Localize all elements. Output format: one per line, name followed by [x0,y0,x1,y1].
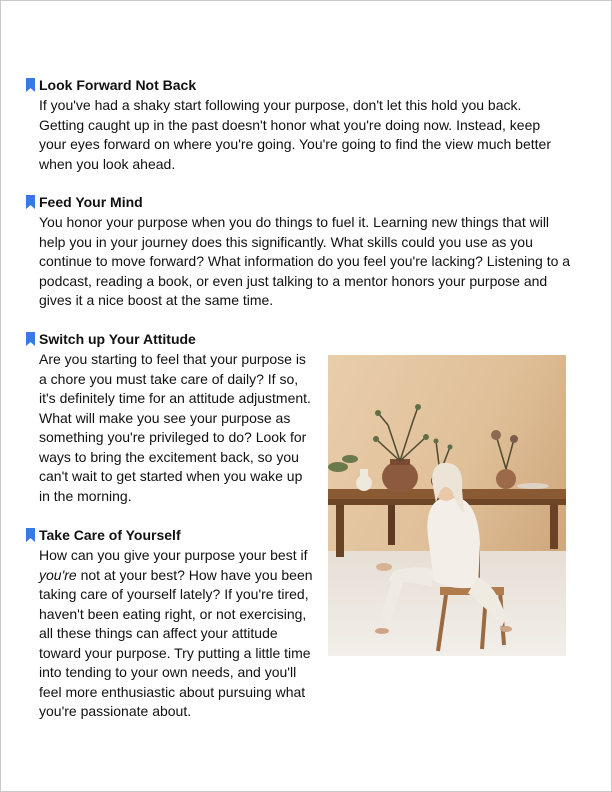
body-text: How can you give your purpose your best if [39,547,308,563]
bookmark-icon[interactable] [26,332,35,346]
section-body: You honor your purpose when you do things to fuel it. Learning new things that will help you in your journey does this significantly. What skills could you use as you continue to move forward? What information do you feel you're lacking? Listening to a podcast, reading a book, or even just talking to a mentor honors your purpose and gives it a nice boost at the same time. [39,214,571,308]
section-heading [26,194,586,210]
section-body: If you've had a shaky start following your purpose, don't let this hold you back. Getting caught up in the past doesn't honor what you're doing now. Instead, keep your eyes forward on where you're going. You're going to find the view much better when you look ahead. [39,97,551,172]
body-text: not at your best? How have you been taking care of yourself lately? If you're tired, haven't been eating right, or not exercising, all these things can affect your attitude toward your purpose. Try putting a little time into tending to your own needs, and you'll feel more enthusiastic about pursuing what you're passionate about. [39,566,313,719]
section-switch-attitude [26,331,326,506]
heading-text: Feed Your Mind [39,194,143,210]
heading-text: Take Care of Yourself [39,527,181,543]
heading-text: Switch up Your Attitude [39,331,196,347]
section-heading [26,527,326,543]
woman-seated-photo [328,355,566,656]
bookmark-icon[interactable] [26,528,35,542]
heading-text: Look Forward Not Back [39,77,197,93]
section-heading [26,331,326,347]
bookmark-icon[interactable] [26,78,35,92]
section-heading [26,77,586,93]
section-body: Are you starting to feel that your purpose is a chore you must take care of daily? If so, it's definitely time for an attitude adjustment. What will make you see your purpose as something you're privileged to do? Look for ways to bring the excitement back, so you can't wait to get started when you wake up in the morning. [39,351,311,504]
section-take-care [26,527,326,722]
body-emphasis: you're [39,566,77,583]
bookmark-icon[interactable] [26,195,35,209]
photo-woman-seated-on-chair-icon [328,355,566,656]
section-body [39,546,315,722]
section-feed-mind [26,194,586,311]
section-look-forward [26,77,586,174]
